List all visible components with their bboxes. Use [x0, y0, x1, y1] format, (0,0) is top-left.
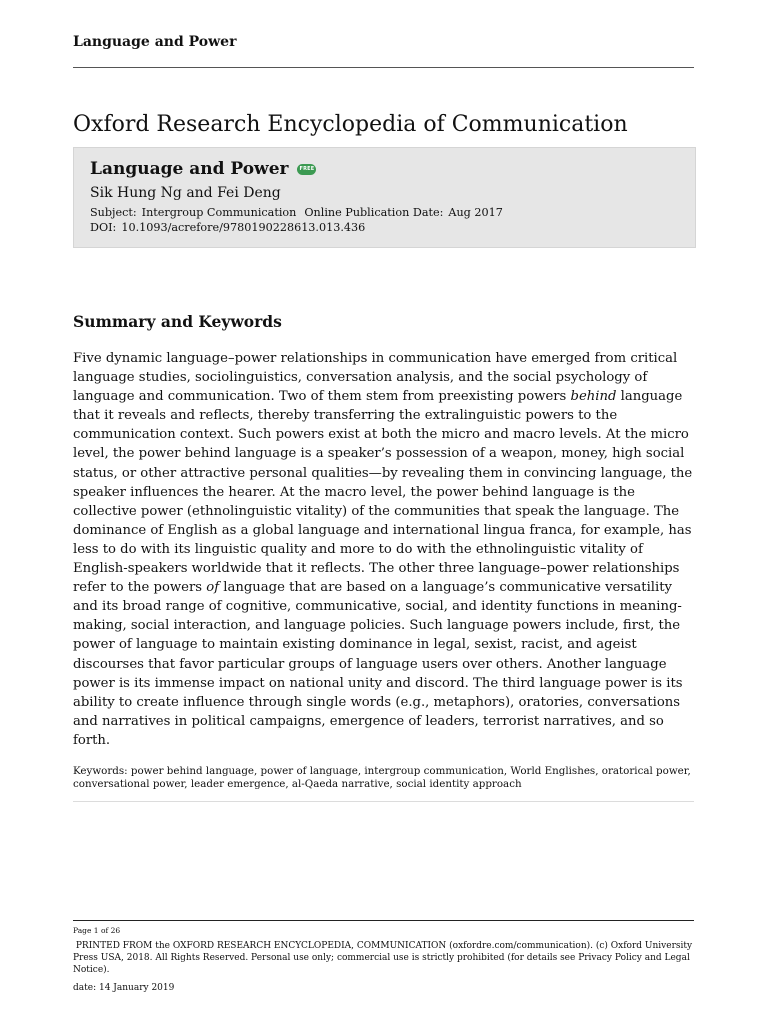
pub-date-value: Aug 2017	[448, 206, 503, 219]
keywords-divider	[73, 801, 694, 802]
summary-text-3: language that are based on a language’s communicative versatility and its broad range of cognitive, communicative, social, and identity functions in meaning-making, social interaction, and language policies. Such language powers include, first, the power of language to maintain existing dominance in legal, sexist, racist, and ageist discourses that favor particular groups of language users over others. Another language power is its immense impact on national unity and discord. The third language power is its ability to create influence through single words (e.g., metaphors), oratories, conversations and narratives in political campaigns, emergence of leaders, terrorist narratives, and so forth.	[73, 580, 683, 748]
print-date: date: 14 January 2019	[73, 983, 175, 993]
running-head: Language and Power	[73, 34, 237, 50]
article-authors: Sik Hung Ng and Fei Deng	[90, 185, 281, 201]
print-notice	[73, 941, 693, 976]
article-metadata-box	[73, 147, 696, 248]
article-title	[90, 159, 316, 179]
subject-label: Subject:	[90, 206, 137, 219]
doi-label: DOI:	[90, 221, 117, 234]
free-access-badge: FREE	[297, 164, 316, 175]
print-notice-text: PRINTED FROM the OXFORD RESEARCH ENCYCLOPEDIA, COMMUNICATION (oxfordre.com/communication). (c) Oxford University Press USA, 2018. All Rights Reserved. Personal use only; commercial use is strictly prohibited (for details see Privacy Policy and Legal Notice).	[73, 941, 693, 975]
publication-title: Oxford Research Encyclopedia of Communication	[73, 112, 628, 137]
keywords-text: power behind language, power of language, intergroup communication, World Englishes, oratorical power, conversational power, leader emergence, al-Qaeda narrative, social identity approach	[73, 765, 691, 791]
header-divider	[73, 67, 694, 68]
page-number: Page 1 of 26	[73, 926, 121, 935]
summary-emphasis-behind: behind	[570, 389, 617, 405]
article-title-text: Language and Power	[90, 159, 289, 179]
pub-date-label: Online Publication Date:	[304, 206, 444, 219]
doi-value: 10.1093/acrefore/9780190228613.013.436	[121, 221, 366, 234]
keywords-label: Keywords:	[73, 765, 128, 777]
keywords	[73, 765, 698, 791]
subject-value: Intergroup Communication	[141, 206, 297, 219]
summary-text-1: Five dynamic language–power relationships in communication have emerged from critical language studies, sociolinguistics, conversation analysis, and the social psychology of language and communication. Two of them stem from preexisting powers	[73, 351, 678, 405]
summary-emphasis-of: of	[206, 580, 220, 596]
footer-divider	[73, 920, 694, 921]
summary-text-2: language that it reveals and reflects, thereby transferring the extralinguistic powers to the communication context. Such powers exist at both the micro and macro levels. At the micro level, the power behind language is a speaker’s possession of a weapon, money, high social status, or other attractive personal qualities—by revealing them in convincing language, the speaker influences the hearer. At the macro level, the power behind language is the collective power (ethnolinguistic vitality) of the communities that speak the language. The dominance of English as a global language and international lingua franca, for example, has less to do with its linguistic quality and more to do with the ethnolinguistic vitality of English-speakers worldwide that it reflects. The other three language–power relationships refer to the powers	[73, 389, 693, 596]
subject-and-date-line	[90, 206, 503, 219]
summary-heading: Summary and Keywords	[73, 312, 282, 331]
doi-line	[90, 221, 365, 234]
summary-paragraph	[73, 349, 698, 750]
